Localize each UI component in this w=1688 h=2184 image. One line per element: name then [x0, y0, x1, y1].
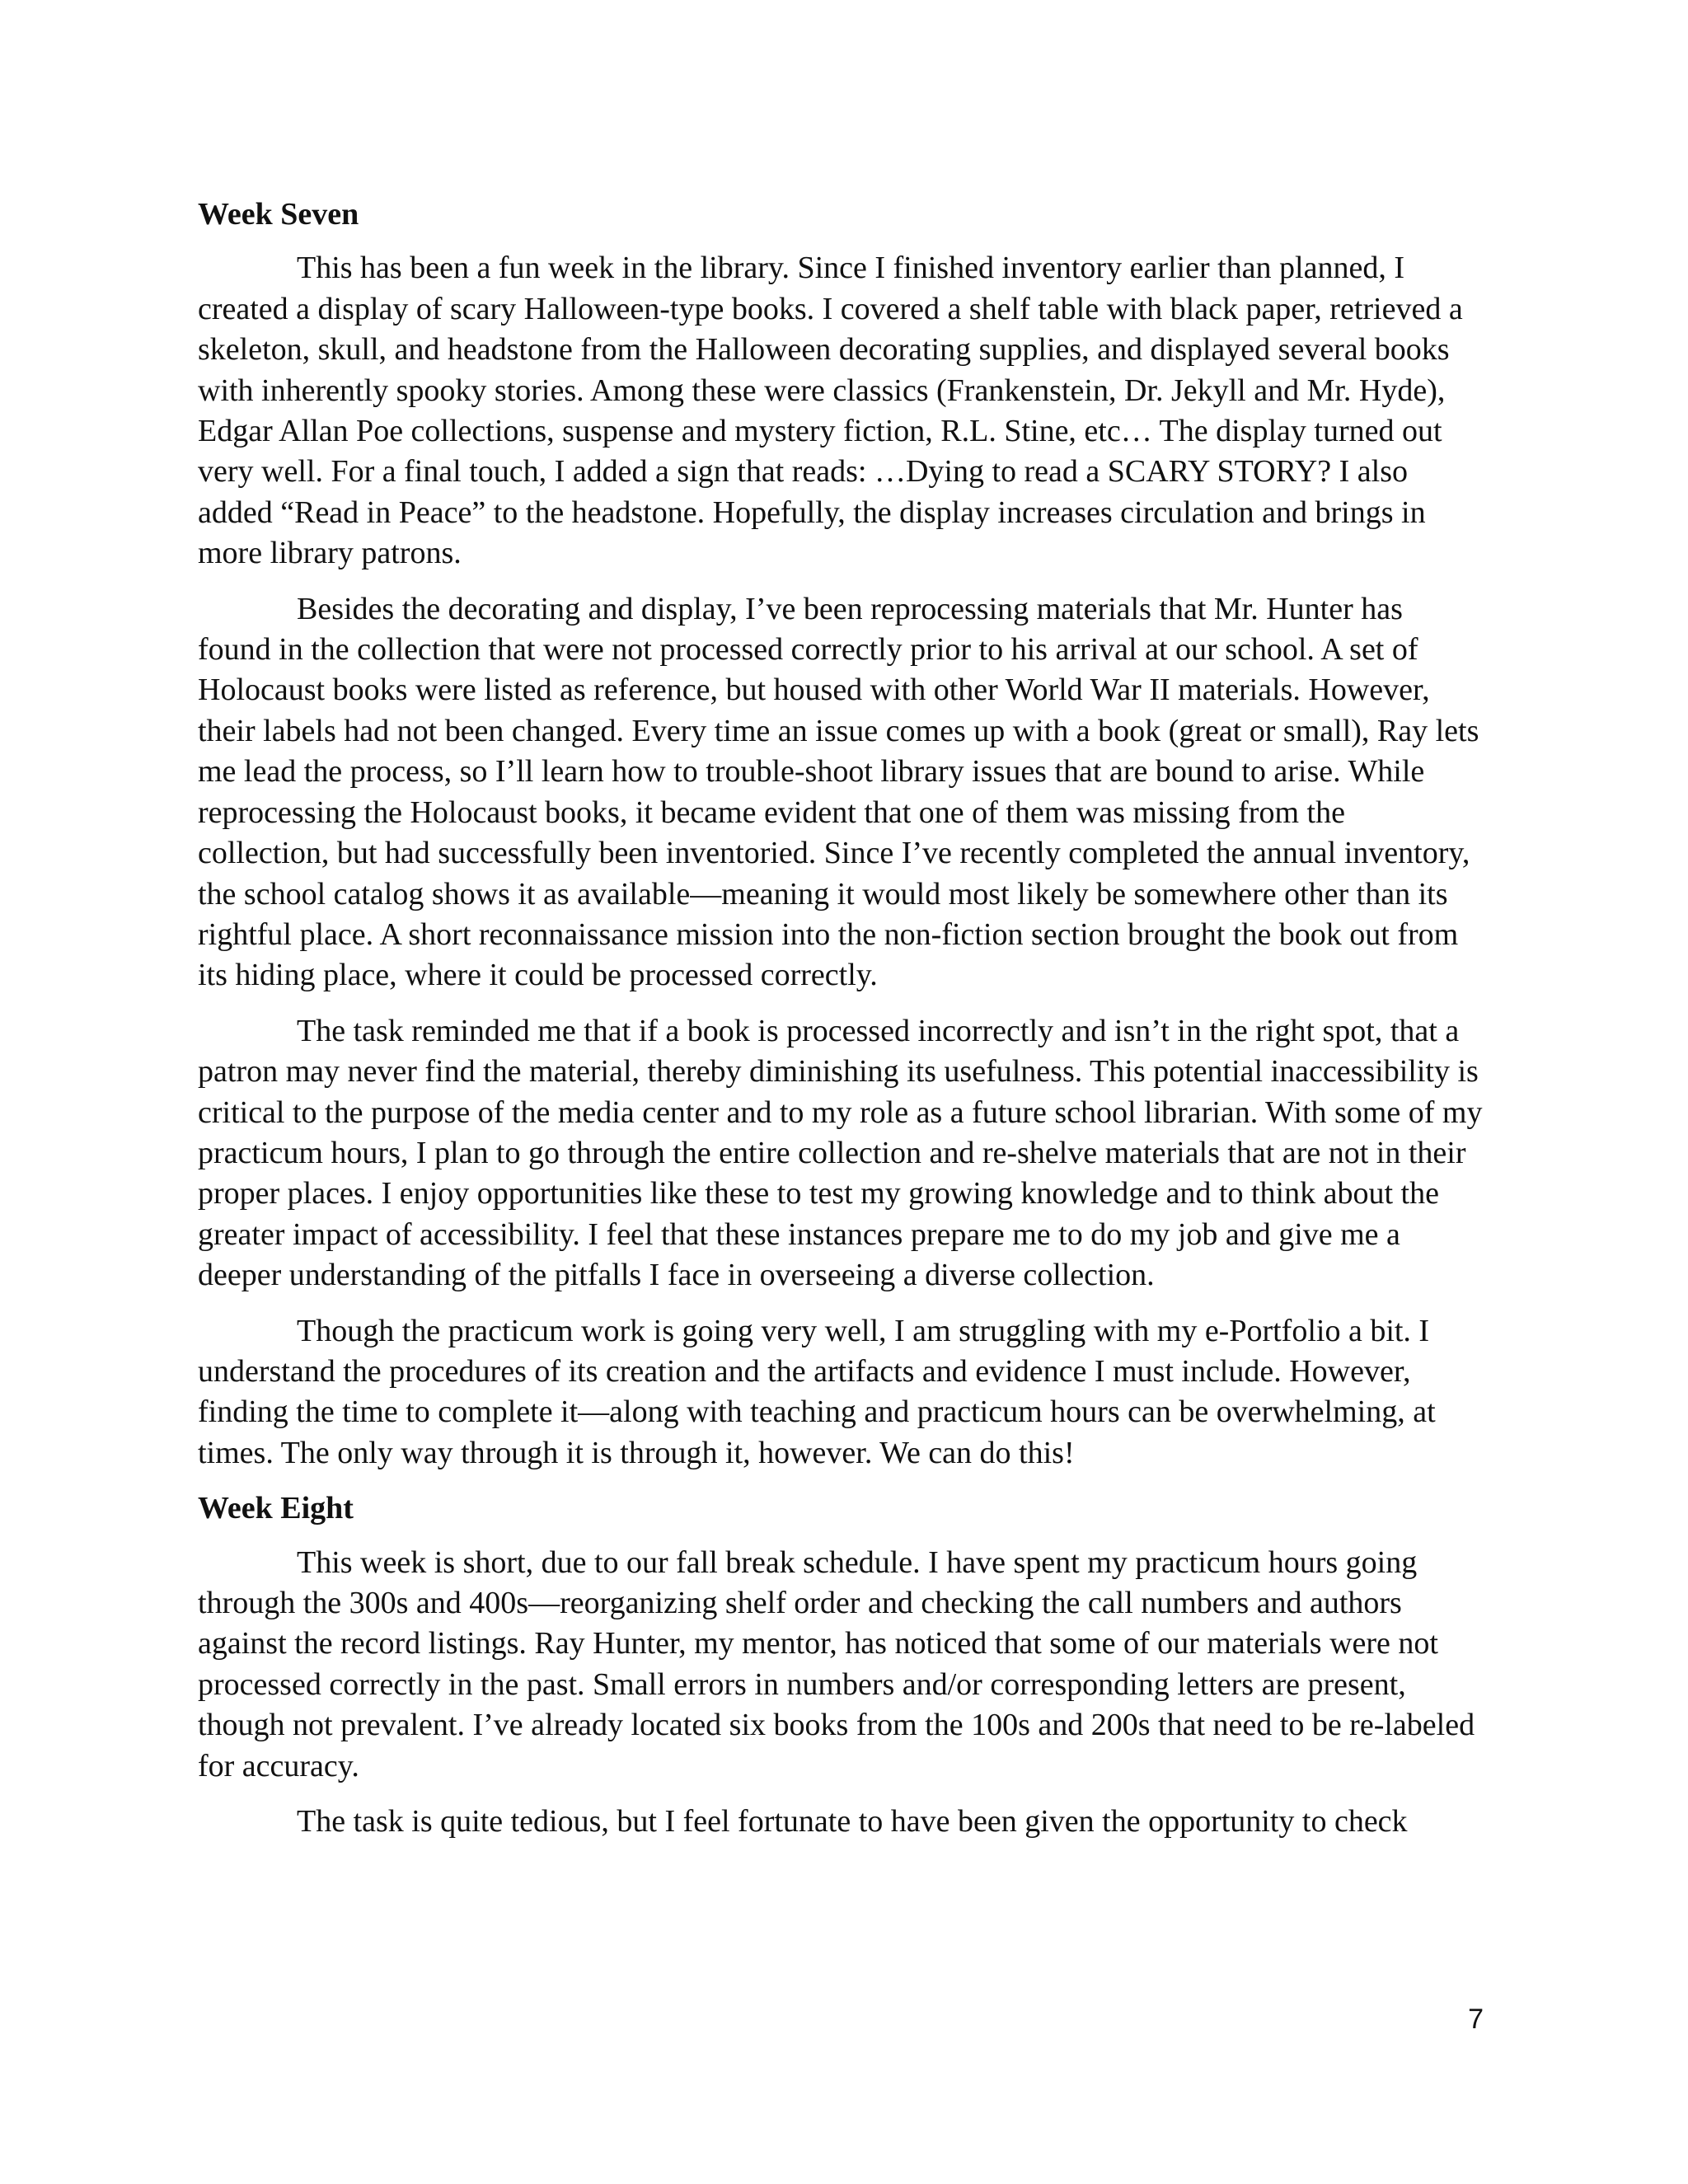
- paragraph: Besides the decorating and display, I’ve been reprocessing materials that Mr. Hunter has found in the collection that were not processed correctly prior to his arrival at our school. A set of Holocaust books were listed as reference, but housed with other World War II materials. However, their labels had not been changed. Every time an issue comes up with a book (great or small), Ray lets me lead the process, so I’ll learn how to trouble-shoot library issues that are bound to arise. While reprocessing the Holocaust books, it became evident that one of them was missing from the collection, but had successfully been inventoried. Since I’ve recently completed the annual inventory, the school catalog shows it as available—meaning it would most likely be somewhere other than its rightful place. A short reconnaissance mission into the non-fiction section brought the book out from its hiding place, where it could be processed correctly.: [198, 591, 1479, 993]
- page-number: 7: [1468, 2004, 1484, 2035]
- paragraph: This week is short, due to our fall break schedule. I have spent my practicum hours going through the 300s and 400s—reorganizing shelf order and checking the call numbers and authors against the record listings. Ray Hunter, my mentor, has noticed that some of our materials were not processed correctly in the past. Small errors in numbers and/or corresponding letters are present, though not prevalent. I’ve already located six books from the 100s and 200s that need to be re-labeled for accuracy.: [198, 1544, 1475, 1783]
- paragraph: The task reminded me that if a book is processed incorrectly and isn’t in the right spot, that a patron may never find the material, thereby diminishing its usefulness. This potential inaccessibility is critical to the purpose of the media center and to my role as a future school librarian. With some of my practicum hours, I plan to go through the entire collection and re-shelve materials that are not in their proper places. I enjoy opportunities like these to test my growing knowledge and to think about the greater impact of accessibility. I feel that these instances prepare me to do my job and give me a deeper understanding of the pitfalls I face in overseeing a diverse collection.: [198, 1013, 1483, 1293]
- paragraph: This has been a fun week in the library. Since I finished inventory earlier than planned, I created a display of scary Halloween-type books. I covered a shelf table with black paper, retrieved a skeleton, skull, and headstone from the Halloween decorating supplies, and displayed several books with inherently spooky stories. Among these were classics (Frankenstein, Dr. Jekyll and Mr. Hyde), Edgar Allan Poe collections, suspense and mystery fiction, R.L. Stine, etc… The display turned out very well. For a final touch, I added a sign that reads: …Dying to read a SCARY STORY? I also added “Read in Peace” to the headstone. Hopefully, the display increases circulation and brings in more library patrons.: [198, 251, 1463, 571]
- paragraph: Though the practicum work is going very well, I am struggling with my e-Portfolio a bit. I understand the procedures of its creation and the artifacts and evidence I must include. However, finding the time to complete it—along with teaching and practicum hours can be overwhelming, at times. The only way through it is through it, however. We can do this!: [198, 1313, 1436, 1470]
- paragraph: The task is quite tedious, but I feel fortunate to have been given the opportunity to check: [297, 1804, 1408, 1840]
- section-heading-week-eight: Week Eight: [198, 1491, 354, 1526]
- section-heading-week-seven: Week Seven: [198, 197, 359, 232]
- page-body: [198, 194, 1484, 1842]
